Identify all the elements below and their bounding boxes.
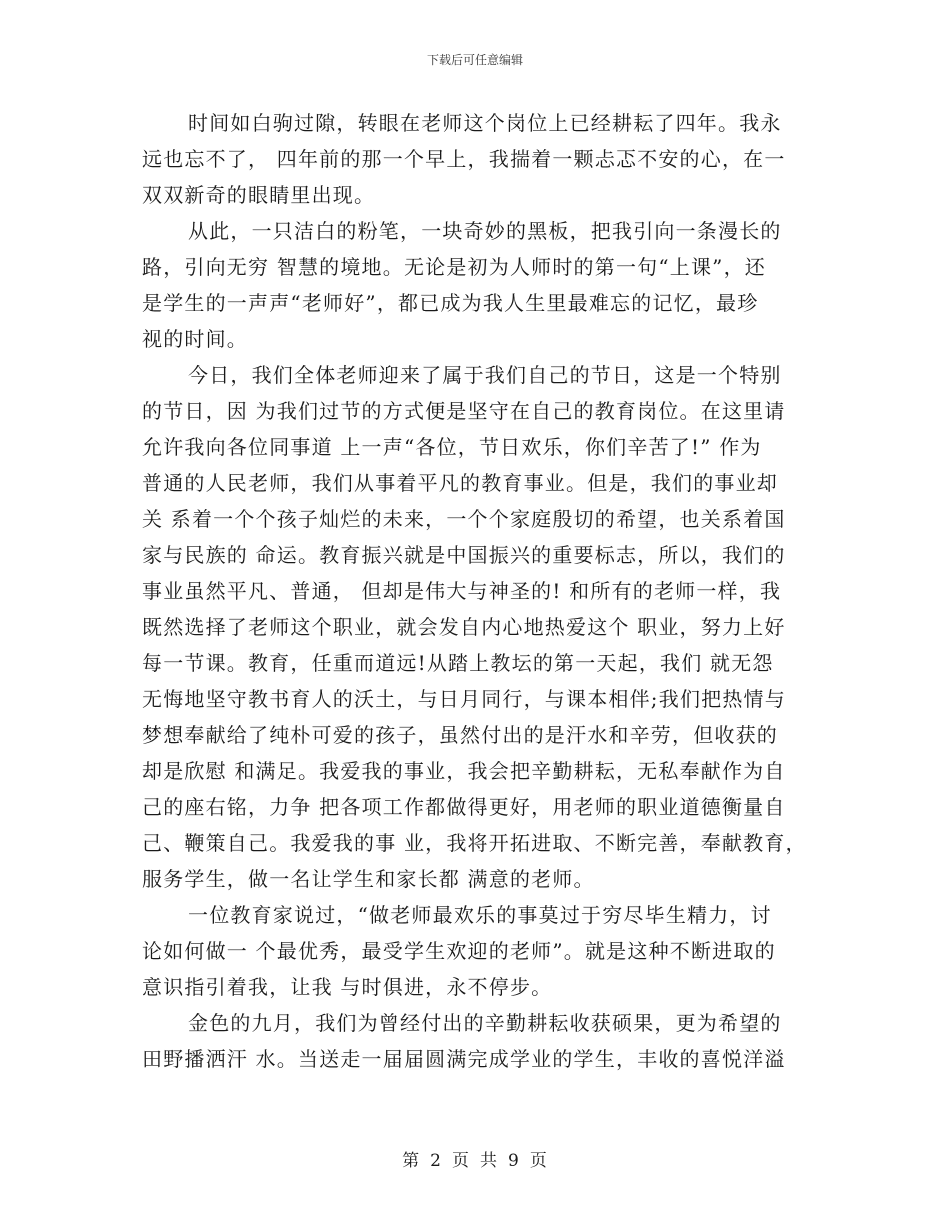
page-footer bbox=[0, 1150, 950, 1172]
footer-page-word: 页 bbox=[452, 1151, 470, 1171]
paragraph-3-line-14: 己、鞭策自己。我爱我的事 业，我将开拓进取、不断完善，奉献教育， bbox=[142, 831, 807, 855]
paragraph-3-line-2: 的节日，因 为我们过节的方式便是坚守在自己的教育岗位。在这里请 bbox=[142, 399, 786, 423]
paragraph-3-line-8: 既然选择了老师这个职业，就会发自内心地热爱这个 职业，努力上好 bbox=[142, 615, 786, 639]
paragraph-4-line-3: 意识指引着我，让我 与时俱进，永不停步。 bbox=[142, 975, 553, 999]
footer-suffix: 页 bbox=[529, 1151, 548, 1171]
page-header: 下载后可任意编辑 bbox=[426, 53, 523, 67]
paragraph-3-line-6: 家与民族的 命运。教育振兴就是中国振兴的重要标志，所以，我们的 bbox=[142, 543, 786, 567]
paragraph-3-line-5: 关 系着一个个孩子灿烂的未来，一个个家庭殷切的希望，也关系着国 bbox=[142, 507, 786, 531]
paragraph-2-line-2: 路，引向无穷 智慧的境地。无论是初为人师时的第一句“上课”，还 bbox=[142, 255, 767, 279]
paragraph-3-line-9: 每一节课。教育，任重而道远!从踏上教坛的第一天起，我们 就无怨 bbox=[142, 651, 774, 675]
paragraph-3-line-7: 事业虽然平凡、普通， 但却是伟大与神圣的! 和所有的老师一样，我 bbox=[142, 579, 782, 603]
footer-prefix: 第 bbox=[402, 1151, 421, 1171]
paragraph-3-line-10: 无悔地坚守教书育人的沃土，与日月同行，与课本相伴;我们把热情与 bbox=[142, 687, 786, 711]
paragraph-2-line-3: 是学生的一声声“老师好”，都已成为我人生里最难忘的记忆，最珍 bbox=[142, 291, 759, 315]
paragraph-3-line-1: 今日，我们全体老师迎来了属于我们自己的节日，这是一个特别 bbox=[188, 363, 782, 387]
paragraph-5-line-1: 金色的九月，我们为曾经付出的辛勤耕耘收获硕果，更为希望的 bbox=[188, 1011, 782, 1035]
footer-total-word: 共 bbox=[480, 1151, 498, 1171]
paragraph-3-line-12: 却是欣慰 和满足。我爱我的事业，我会把辛勤耕耘，无私奉献作为自 bbox=[142, 759, 786, 783]
paragraph-2-line-1: 从此，一只洁白的粉笔，一块奇妙的黑板，把我引向一条漫长的 bbox=[188, 219, 782, 243]
paragraph-4-line-2: 论如何做一 个最优秀，最受学生欢迎的老师”。就是这种不断进取的 bbox=[142, 939, 776, 963]
paragraph-3-line-3: 允许我向各位同事道 上一声“各位，节日欢乐，你们辛苦了!” 作为 bbox=[142, 435, 762, 459]
paragraph-1-line-3: 双双新奇的眼睛里出现。 bbox=[142, 183, 376, 207]
paragraph-3-line-13: 己的座右铭，力争 把各项工作都做得更好，用老师的职业道德衡量自 bbox=[142, 795, 786, 819]
paragraph-1-line-1: 时间如白驹过隙，转眼在老师这个岗位上已经耕耘了四年。我永 bbox=[188, 111, 782, 135]
paragraph-5-line-2: 田野播洒汗 水。当送走一届届圆满完成学业的学生，丰收的喜悦洋溢 bbox=[142, 1047, 786, 1071]
paragraph-1-line-2: 远也忘不了， 四年前的那一个早上，我揣着一颗忐忑不安的心，在一 bbox=[142, 147, 786, 171]
paragraph-2-line-4: 视的时间。 bbox=[142, 327, 248, 351]
total-page-number: 9 bbox=[508, 1151, 520, 1171]
document-body bbox=[142, 105, 814, 1077]
paragraph-3-line-15: 服务学生，做一名让学生和家长都 满意的老师。 bbox=[142, 867, 595, 891]
current-page-number: 2 bbox=[430, 1151, 442, 1171]
paragraph-3-line-11: 梦想奉献给了纯朴可爱的孩子，虽然付出的是汗水和辛劳，但收获的 bbox=[142, 723, 778, 747]
paragraph-3-line-4: 普通的人民老师，我们从事着平凡的教育事业。但是，我们的事业却 bbox=[142, 471, 778, 495]
paragraph-4-line-1: 一位教育家说过，“做老师最欢乐的事莫过于穷尽毕生精力，讨 bbox=[188, 903, 772, 927]
